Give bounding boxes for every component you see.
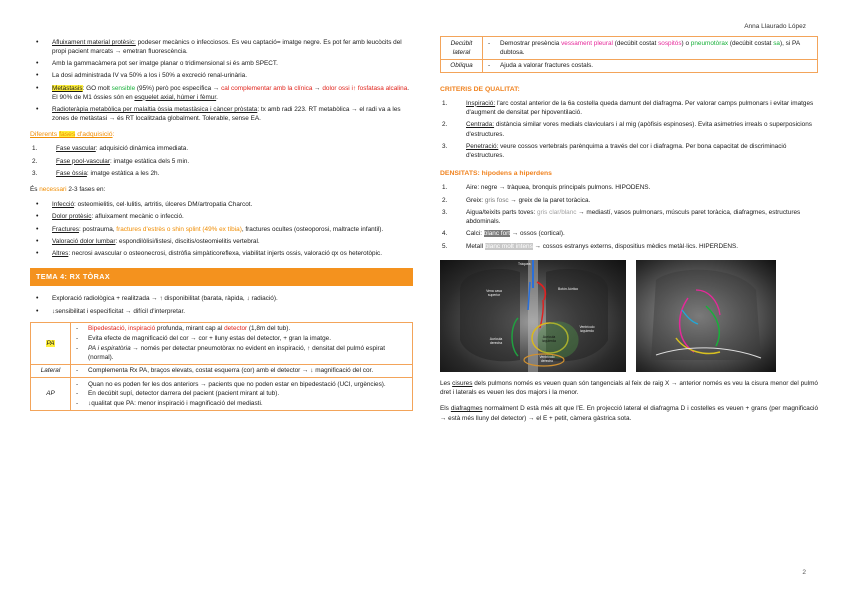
list-item: • Metàstasis: GO molt sensible (95%) però poc específica → cal complementar amb la clínica → dolor ossi i↑ fosfatasa alcalina. El 90% de M1 óssies són en esquelet axial, húmer i fèmur.	[30, 84, 413, 103]
list-item: • Radioteràpia metabòlica per malaltia òssia metastàsica i càncer pròstata: tx amb radi 223. RT metabòlica → el radi va a les zones de metàstasi → és RT localitzada globalment. Tolerable, sense EA.	[30, 105, 413, 124]
list-item: 1. Aire: negre → tràquea, bronquis principals pulmons. HIPODENS.	[442, 184, 651, 192]
table-cell	[483, 59, 818, 72]
list-item: 2. Fase pool-vascular: imatge estàtica dels 5 min.	[32, 157, 190, 165]
label-traquea: Tràquea	[518, 261, 531, 266]
table-row	[441, 37, 818, 60]
list-item: - Evita efecte de magnificació del cor → cor + lluny estas del detector, + gran la imatge.	[74, 334, 409, 343]
necessari-line: És necessari 2-3 fases en:	[30, 186, 106, 194]
criteris-list	[440, 99, 818, 161]
xray-images	[440, 260, 818, 372]
list-item: 2. Greix: gris fosc → greix de la paret toràcica.	[442, 196, 591, 204]
table-label-pa: PA	[31, 322, 71, 364]
densitats-list	[440, 183, 818, 251]
table-label-lateral: Lateral	[31, 364, 71, 377]
page-number: 2	[802, 568, 806, 576]
table-row	[441, 59, 818, 72]
list-item: • Valoració dolor lumbar: espondilòlisi/listesi, discitis/osteomielitis vertebral.	[30, 237, 413, 246]
list-item: - Quan no es poden fer les dos anteriors → pacients que no poden estar en bipedestació (UCI, urgències).	[74, 380, 409, 389]
cisures-term: cisures	[452, 379, 473, 387]
label-auricula-derecha: Aurícula derecha	[489, 336, 503, 345]
list-item: - Ajuda a valorar fractures costals.	[486, 61, 814, 70]
table-row	[31, 364, 413, 377]
projections-table	[30, 322, 413, 411]
table-label-obliqua: Oblíqua	[441, 59, 483, 72]
author-name: Anna Llaurado López	[744, 23, 806, 30]
list-item: • Infecció: osteomielitis, cel·lulitis, artritis, úlceres DM/artropatia Charcot.	[30, 200, 413, 209]
paragraph-cisures: Les cisures dels pulmons només es veuen quan són tangencials al feix de raig X → anterior només es veu la cisura menor del pulmó dret i laterals es veuen les dos majors i la menor.	[440, 379, 818, 397]
table-cell	[71, 322, 413, 364]
list-item: 3. Penetració: veure cossos vertebrals parènquima a través del cor i diafragma. Per bona capacitat de discriminació d'estructures.	[442, 142, 787, 160]
list-item: - Bipedestació, inspiració profunda, mirant cap al detector (1,8m del tub).	[74, 324, 409, 333]
projections-table-cont	[440, 36, 818, 73]
left-column	[30, 38, 413, 411]
table-cell	[71, 378, 413, 411]
section-heading-tema4: TEMA 4: RX TÒRAX	[30, 268, 413, 286]
bullet-list-indicacions	[30, 200, 413, 258]
list-item: • Amb la gammacàmera pot ser imatge planar o tridimensional si és amb SPECT.	[30, 59, 413, 68]
label-boton-aortico: Botón Aórtico	[558, 286, 579, 291]
subheading-densitats: DENSITATS: hipodens a hiperdens	[440, 170, 552, 178]
bullet-list-rx	[30, 294, 413, 315]
table-row	[31, 378, 413, 411]
list-item: 5. Metall blanc molt intens → cossos estranys externs, dispositius mèdics metàl·lics. HIPERDENS.	[442, 242, 739, 250]
list-item: 3. Fase òssia: imatge estàtica a les 2h.	[32, 169, 160, 177]
list-item: - PA i espiratòria → només per detectar pneumotòrax no evident en inspiració, ↑ densitat del pulmó espirat (normal).	[74, 344, 409, 363]
list-item: - Complementa Rx PA, braços elevats, costat esquerra (cor) amb el detector → ↓ magnificació del cor.	[74, 366, 409, 375]
list-item: • Exploració radiològica + realitzada → ↑ disponibilitat (barata, ràpida, ↓ radiació).	[30, 294, 413, 303]
subheading-diferents-fases: Diferents fases d'adquisició:	[30, 131, 115, 139]
label-vena-cava: Vena cava superior	[486, 288, 502, 297]
paragraph-diafragmes: Els diafragmes normalment D està més alt que l'E. En projecció lateral el diafragma D i costelles es veuen + grans (per magnificació → està més lluny del detector) → el E + petit, càmera gàstrica sota.	[440, 405, 818, 422]
list-item: - Demostrar presència vessament pleural (decúbit costat sospitós) o pneumotòrax (decúbit costat sa), si PA dubtosa.	[486, 39, 814, 58]
xray-lateral-image	[636, 260, 776, 372]
list-item: 1. Fase vascular: adquisició dinàmica immediata.	[32, 145, 189, 153]
list-item: • Altres: necrosi avascular o osteonecrosi, distròfia simpàticoreflexa, viabilitat injerts ossis, valoració qx os heterotòpic.	[30, 249, 413, 258]
table-cell	[71, 364, 413, 377]
phases-list	[30, 144, 413, 178]
right-column	[440, 36, 818, 430]
label-ventriculo-izquierdo: Ventrículo izquierdo	[579, 324, 595, 333]
list-item: 1. Inspiració: l'arc costal anterior de la 6a costella queda damunt del diafragma. Per valorar camps pulmonars i evitar imatges d'augment de densitat per hipoventilació.	[442, 99, 814, 116]
list-item: • ↓sensibilitat i especificitat → difícil d'interpretar.	[30, 307, 413, 316]
table-label-ap: AP	[31, 378, 71, 411]
label-auricula-izquierda: Aurícula izquierda	[542, 334, 556, 343]
list-item: • Afluixament material protèsic: podeser mecànics o infecciosos. Es veu captació= imatge negre. Es pot fer amb leucòcits del propi pacient marcats → emetran fluorescència.	[30, 38, 413, 57]
table-label-decubit: Decúbit lateral	[441, 37, 483, 60]
table-cell	[483, 37, 818, 60]
list-item: • Fractures: postrauma, fractures d'estrès o shin splint (49% ex tíbia), fractures ocultes (osteoporosi, maltracte infantil).	[30, 225, 413, 234]
xray-pa-image	[440, 260, 626, 372]
table-row	[31, 322, 413, 364]
list-item: • Dolor protèsic: afluixament mecànic o infecció.	[30, 212, 413, 221]
xray-pa-overlay	[440, 260, 626, 372]
list-item: • La dosi administrada IV va 50% a los i 50% a excreció renal-urinària.	[30, 71, 413, 80]
list-item: 4. Calci: blanc fort → ossos (cortical).	[442, 230, 565, 238]
list-item: - En decúbit supí, detector darrera del pacient (pacient mirant al tub).	[74, 389, 409, 398]
bullet-list-gammagrafia	[30, 38, 413, 123]
xray-lateral-overlay	[636, 260, 776, 372]
list-item: - ↓qualitat que PA: menor inspiració i magnificació del mediasti.	[74, 399, 409, 408]
label-ventriculo-derecho: Ventrículo derecho	[539, 354, 555, 363]
subheading-criteris: CRITERIS DE QUALITAT:	[440, 85, 520, 93]
list-item: 3. Aigua/teixits parts toves: gris clar/blanc → mediastí, vasos pulmonars, músculs paret toràcica, diafragmes, estructures abdominals.	[442, 208, 801, 226]
list-item: 2. Centrada: distància similar vores medials claviculars i al mig (apòfisis espinoses). Evita asimetries irreals o superposicions d'estructures.	[442, 121, 812, 138]
